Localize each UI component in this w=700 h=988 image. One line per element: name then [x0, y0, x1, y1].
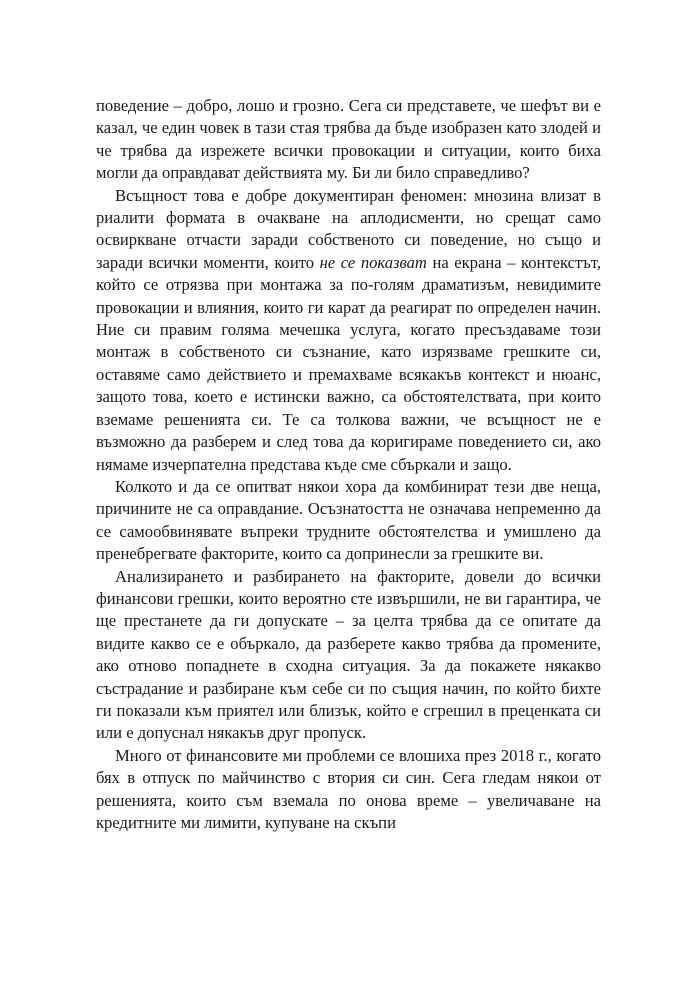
paragraph-1: поведение – добро, лошо и грозно. Сега си представете, че шефът ви е казал, че един човек в тази стая трябва да бъде изобразен като злодей и че трябва да изрежете всички провокации и ситуации, които биха могли да оправдават действията му. Би ли било справедливо? [96, 96, 601, 183]
paragraph-2-italic-phrase: не се показват [319, 252, 427, 272]
paragraph-2-text-after: на екрана – контекстът, който се отрязва при монтажа за по-голям драматизъм, невидимите провокации и влияния, които ги карат да реагират по определен начин. Ние си правим голяма мечешка услуга, когато пресъздаваме този монтаж в собственото си съзнание, като изрязваме грешките си, оставяме само действието и премахваме всякакъв контекст и нюанс, защото това, което е истински важно, са обстоятелствата, при които вземаме решенията си. Те са толкова важни, че всъщност не е възможно да разберем и след това да коригираме поведението си, ако нямаме изчерпателна представа къде сме сбъркали и защо. [96, 252, 601, 474]
paragraph-3: Колкото и да се опитват някои хора да комбинират тези две неща, причините не са оправдание. Осъзнатостта не означава непременно да се самообвинявате въпреки трудните обстоятелства и умишлено да пренебрегвате факторите, които са допринесли за грешките ви. [96, 476, 601, 564]
paragraph-5: Много от финансовите ми проблеми се влошиха през 2018 г., когато бях в отпуск по майчинство с втория си син. Сега гледам някои от решенията, които съм вземала по онова време – увеличаване на кредитните ми лимити, купуване на скъпи [96, 745, 601, 832]
paragraph-2 [96, 185, 601, 476]
paragraph-2-text-before: Всъщност това е добре документиран феномен: мнозина влизат в риалити формата в очакване на аплодисменти, но срещат само освиркване отчасти заради собственото си поведение, но също и заради всички моменти, които [96, 185, 601, 272]
book-page [96, 95, 601, 834]
paragraph-4: Анализирането и разбирането на факторите, довели до всички финансови грешки, които вероятно сте извършили, не ви гарантира, че ще престанете да ги допускате – за целта трябва да се опитате да видите какво се е объркало, да разберете какво трябва да промените, ако отново попаднете в сходна ситуация. За да покажете някакво състрадание и разбиране към себе си по същия начин, по който бихте ги показали към приятел или близък, който е сгрешил в преценката си или е допуснал някакъв друг пропуск. [96, 566, 601, 743]
